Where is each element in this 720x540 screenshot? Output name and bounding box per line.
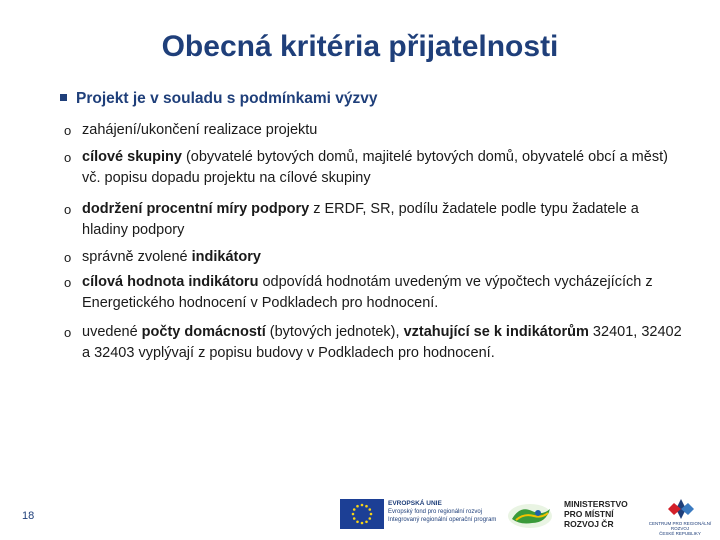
square-bullet-icon	[60, 94, 67, 101]
criteria-item-text: správně zvolené	[82, 249, 192, 265]
main-bullet-text: Projekt je v souladu s podmínkami výzvy	[76, 90, 378, 107]
footer-logos	[334, 495, 720, 537]
criteria-list	[64, 120, 684, 364]
criteria-item	[64, 199, 684, 241]
criteria-item-text: 32401, 32402 a 32403 vyplývají z popisu budovy v Podkladech pro hodnocení.	[82, 324, 682, 361]
criteria-item	[64, 247, 684, 268]
criteria-item-text: zahájení/ukončení realizace projektu	[82, 122, 318, 138]
eu-line-2: Integrovaný regionální operační program	[388, 517, 497, 523]
circle-bullet-icon: o	[64, 275, 72, 290]
crr-line-1: CENTRUM PRO REGIONÁLNÍ ROZVOJ	[648, 521, 712, 531]
criteria-item-text: indikátory	[191, 249, 261, 265]
criteria-item-text: (obyvatelé bytových domů, majitelé bytových domů, obyvatelé obcí a měst) vč. popisu dopadu projektu na cílové skupiny	[82, 149, 668, 186]
circle-bullet-icon: o	[64, 150, 72, 165]
circle-bullet-icon: o	[64, 202, 72, 217]
eu-heading: EVROPSKÁ UNIE	[388, 500, 442, 507]
criteria-item-text: odpovídá hodnotám uvedeným ve výpočtech vycházejících z Energetického hodnocení v Podkladech pro hodnocení.	[82, 274, 653, 311]
crr-line-2: ČESKÉ REPUBLIKY	[659, 531, 701, 536]
slide-title: Obecná kritéria přijatelnosti	[161, 30, 559, 63]
criteria-item-text: cílové skupiny	[82, 149, 182, 165]
criteria-item-text: dodržení procentní míry podpory	[82, 201, 310, 217]
mmr-line-2: PRO MÍSTNÍ	[564, 509, 614, 519]
mmr-line-3: ROZVOJ ČR	[564, 519, 614, 529]
criteria-item	[64, 322, 684, 364]
criteria-item	[64, 147, 684, 189]
criteria-item	[64, 272, 684, 314]
criteria-item-text: vztahující se k indikátorům	[403, 324, 589, 340]
main-bullet	[60, 90, 700, 108]
eu-flag-icon	[340, 499, 384, 529]
circle-bullet-icon: o	[64, 123, 72, 138]
mmr-text-block	[564, 499, 644, 529]
mmr-line-1: MINISTERSTVO	[564, 499, 628, 509]
criteria-item-text: cílová hodnota indikátoru	[82, 274, 259, 290]
criteria-item	[64, 120, 684, 141]
criteria-item-text: z ERDF, SR, podílu žadatele podle typu žadatele a hladiny podpory	[82, 201, 639, 238]
eu-text-block	[388, 500, 498, 524]
iop-logo-icon	[506, 501, 554, 529]
circle-bullet-icon: o	[64, 250, 72, 265]
page-number: 18	[22, 510, 35, 522]
eu-line-1: Evropský fond pro regionální rozvoj	[388, 509, 483, 515]
crr-text-block	[640, 521, 720, 536]
criteria-item-text: uvedené	[82, 324, 142, 340]
criteria-item-text: počty domácností	[141, 324, 266, 340]
criteria-item-text: (bytových jednotek),	[265, 324, 404, 340]
circle-bullet-icon: o	[64, 325, 72, 340]
